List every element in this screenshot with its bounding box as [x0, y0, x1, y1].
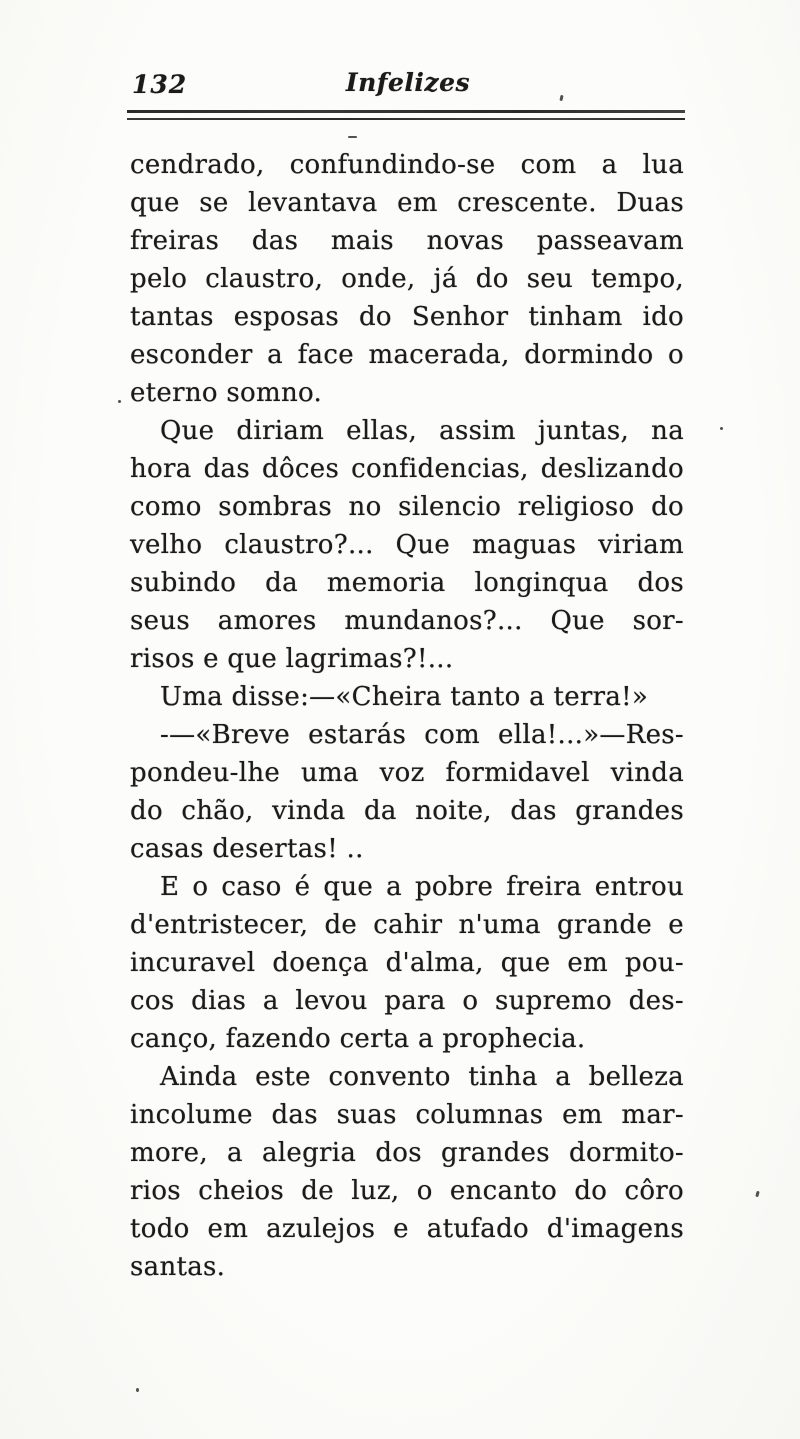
- text-line: more, a alegria dos grandes dormito-: [130, 1138, 684, 1168]
- scan-speck: [755, 1191, 759, 1198]
- text-line: E o caso é que a pobre freira entrou: [160, 872, 684, 902]
- text-line: seus amores mundanos?... Que sor-: [130, 606, 684, 636]
- page-header: [130, 68, 686, 100]
- text-line: velho claustro?... Que maguas viriam: [130, 530, 684, 560]
- page-number: 132: [132, 70, 188, 99]
- text-line: eterno somno.: [130, 378, 323, 408]
- text-line: pondeu-lhe uma voz formidavel vinda: [130, 758, 684, 788]
- scan-speck: [348, 136, 357, 138]
- text-line: esconder a face macerada, dormindo o: [130, 340, 684, 370]
- running-title: Infelizes: [345, 68, 471, 97]
- text-line: cendrado, confundindo-se com a lua: [130, 150, 684, 180]
- scan-speck: [559, 95, 563, 101]
- text-line: todo em azulejos e atufado d'imagens: [130, 1214, 684, 1244]
- text-line: subindo da memoria longinqua dos: [130, 568, 684, 598]
- text-line: santas.: [130, 1252, 226, 1282]
- scan-speck: [118, 400, 121, 403]
- text-line: risos e que lagrimas?!...: [130, 644, 454, 674]
- text-block: [130, 146, 684, 1286]
- text-line: incolume das suas columnas em mar-: [130, 1100, 684, 1130]
- text-line: cos dias a levou para o supremo des-: [130, 986, 684, 1016]
- text-line: como sombras no silencio religioso do: [130, 492, 684, 522]
- text-line: canço, fazendo certa a prophecia.: [130, 1024, 586, 1054]
- text-line: freiras das mais novas passeavam: [130, 226, 684, 256]
- text-line: Ainda este convento tinha a belleza: [160, 1062, 684, 1092]
- text-line: Uma disse:—«Cheira tanto a terra!»: [160, 682, 649, 712]
- text-line: pelo claustro, onde, já do seu tempo,: [130, 264, 684, 294]
- text-line: -—«Breve estarás com ella!...»—Res-: [160, 720, 684, 750]
- text-line: hora das dôces confidencias, deslizando: [130, 454, 684, 484]
- text-line: rios cheios de luz, o encanto do côro: [130, 1176, 684, 1206]
- text-line: do chão, vinda da noite, das grandes: [130, 796, 684, 826]
- text-line: d'entristecer, de cahir n'uma grande e: [130, 910, 684, 940]
- header-rule: [127, 110, 685, 120]
- text-line: incuravel doença d'alma, que em pou-: [130, 948, 684, 978]
- header-rule-top: [127, 110, 685, 113]
- text-line: tantas esposas do Senhor tinham ido: [130, 302, 684, 332]
- text-line: Que diriam ellas, assim juntas, na: [160, 416, 684, 446]
- text-line: casas desertas! ..: [130, 834, 364, 864]
- scan-speck: [136, 1388, 139, 1392]
- header-rule-bottom: [127, 118, 685, 120]
- text-line: que se levantava em crescente. Duas: [130, 188, 684, 218]
- scan-speck: [720, 427, 723, 430]
